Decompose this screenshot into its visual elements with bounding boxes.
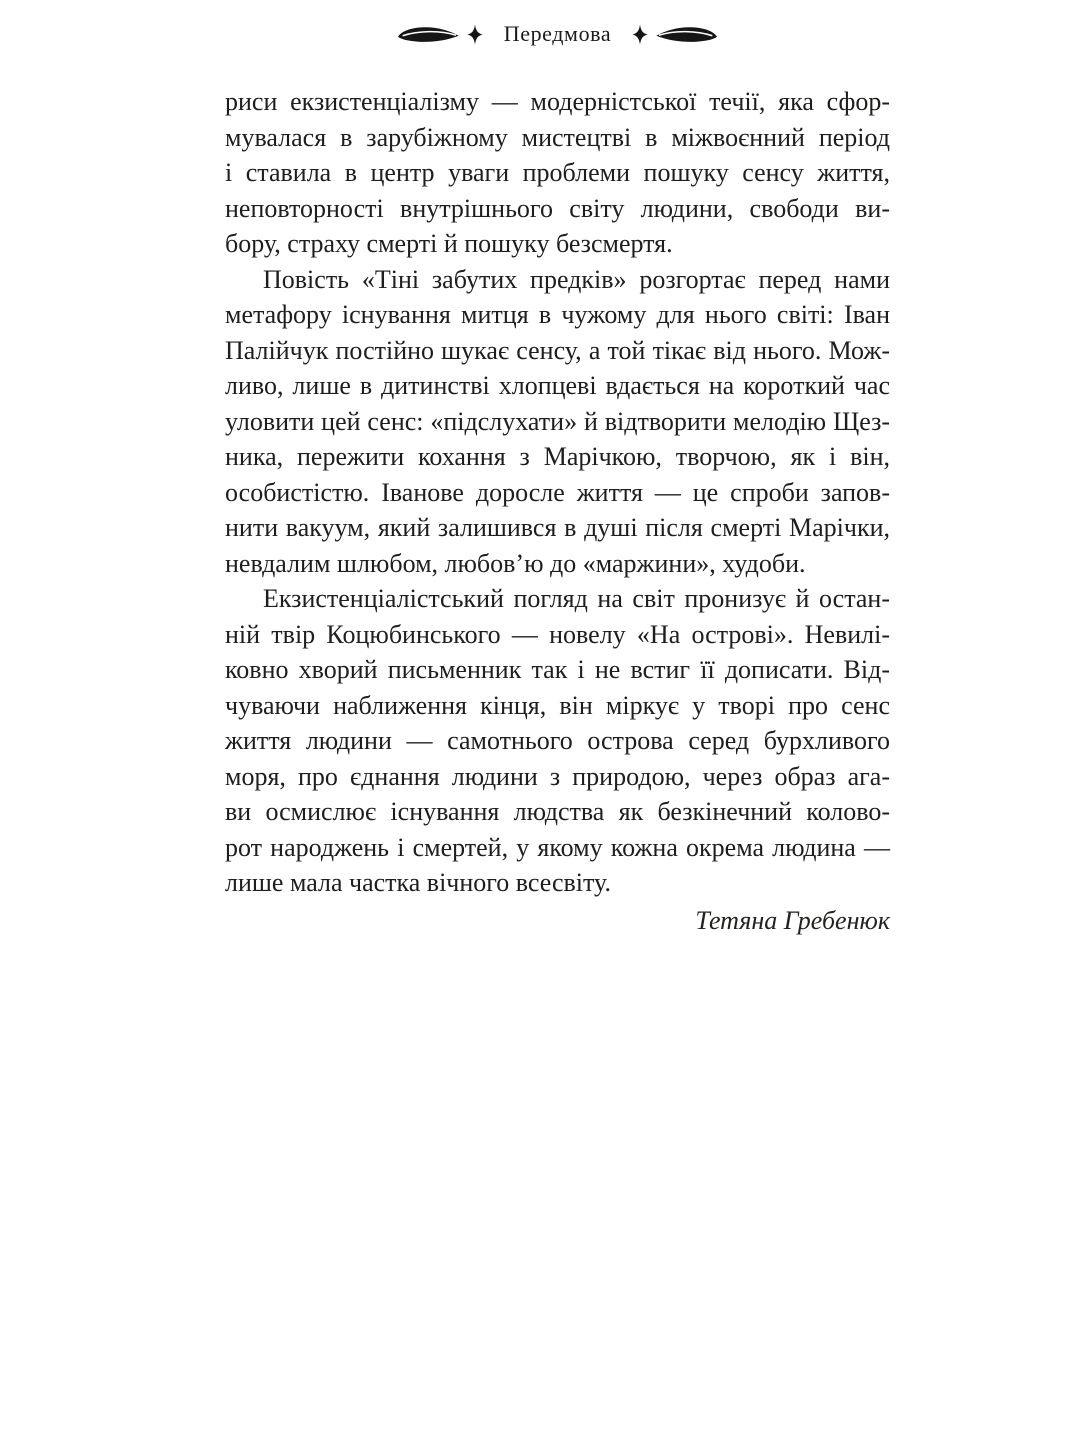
chapter-title: Передмова <box>503 21 612 46</box>
text-line: неповторності внутрішнього світу людини, свободи ви- <box>225 193 890 223</box>
leaf-flourish-right-icon <box>655 25 719 43</box>
text-line: рот народжень і смертей, у якому кожна окрема людина — <box>225 832 890 862</box>
text-line: ковно хворий письменник так і не встиг її дописати. Від- <box>225 655 890 684</box>
text-line: уловити цей сенс: «підслухати» й відтворити мелодію Щез- <box>225 406 890 436</box>
paragraph <box>225 84 890 262</box>
text-line: Повість «Тіні забутих предків» розгортає перед нами <box>263 264 890 294</box>
four-pointed-star-icon <box>632 24 648 45</box>
text-line: чуваючи наближення кінця, він міркує у творі про сенс <box>225 690 890 720</box>
text-line: невдалим шлюбом, любов’ю до «маржини», худоби. <box>225 548 806 578</box>
text-line: ній твір Коцюбинського — новелу «На острові». Невилі- <box>225 619 890 649</box>
text-line: ливо, лише в дитинстві хлопцеві вдається на короткий час <box>225 371 890 400</box>
text-line: ви осмислює існування людства як безкінечний колово- <box>225 797 890 826</box>
text-line: особистістю. Іванове доросле життя — це спроби запов- <box>225 477 890 507</box>
body-text <box>225 84 890 938</box>
leaf-flourish-left-icon <box>396 25 460 43</box>
text-line: ника, пережити кохання з Марічкою, творчою, як і він, <box>225 442 890 471</box>
text-line: нити вакуум, який залишився в душі після смерті Марічки, <box>225 513 890 542</box>
text-line: Палійчук постійно шукає сенсу, а той тікає від нього. Мож- <box>225 335 890 365</box>
text-line: моря, про єднання людини з природою, через образ ага- <box>225 761 890 791</box>
text-line: риси екзистенціалізму — модерністської течії, яка сфор- <box>225 87 890 116</box>
text-line: мувалася в зарубіжному мистецтві в міжвоєнний період <box>225 122 890 152</box>
text-line: життя людини — самотнього острова серед бурхливого <box>225 726 890 755</box>
text-line: і ставила в центр уваги проблеми пошуку сенсу життя, <box>225 158 890 187</box>
paragraph <box>225 262 890 582</box>
text-line: лише мала частка вічного всесвіту. <box>225 868 611 897</box>
chapter-header <box>225 14 890 54</box>
four-pointed-star-icon <box>467 24 483 45</box>
text-line: Екзистенціалістський погляд на світ пронизує й остан- <box>263 584 890 613</box>
text-line: бору, страху смерті й пошуку безсмертя. <box>225 229 673 258</box>
author-signature: Тетяна Гребенюк <box>695 905 890 935</box>
text-line: метафору існування митця в чужому для нього світі: Іван <box>225 300 890 329</box>
paragraph <box>225 581 890 901</box>
